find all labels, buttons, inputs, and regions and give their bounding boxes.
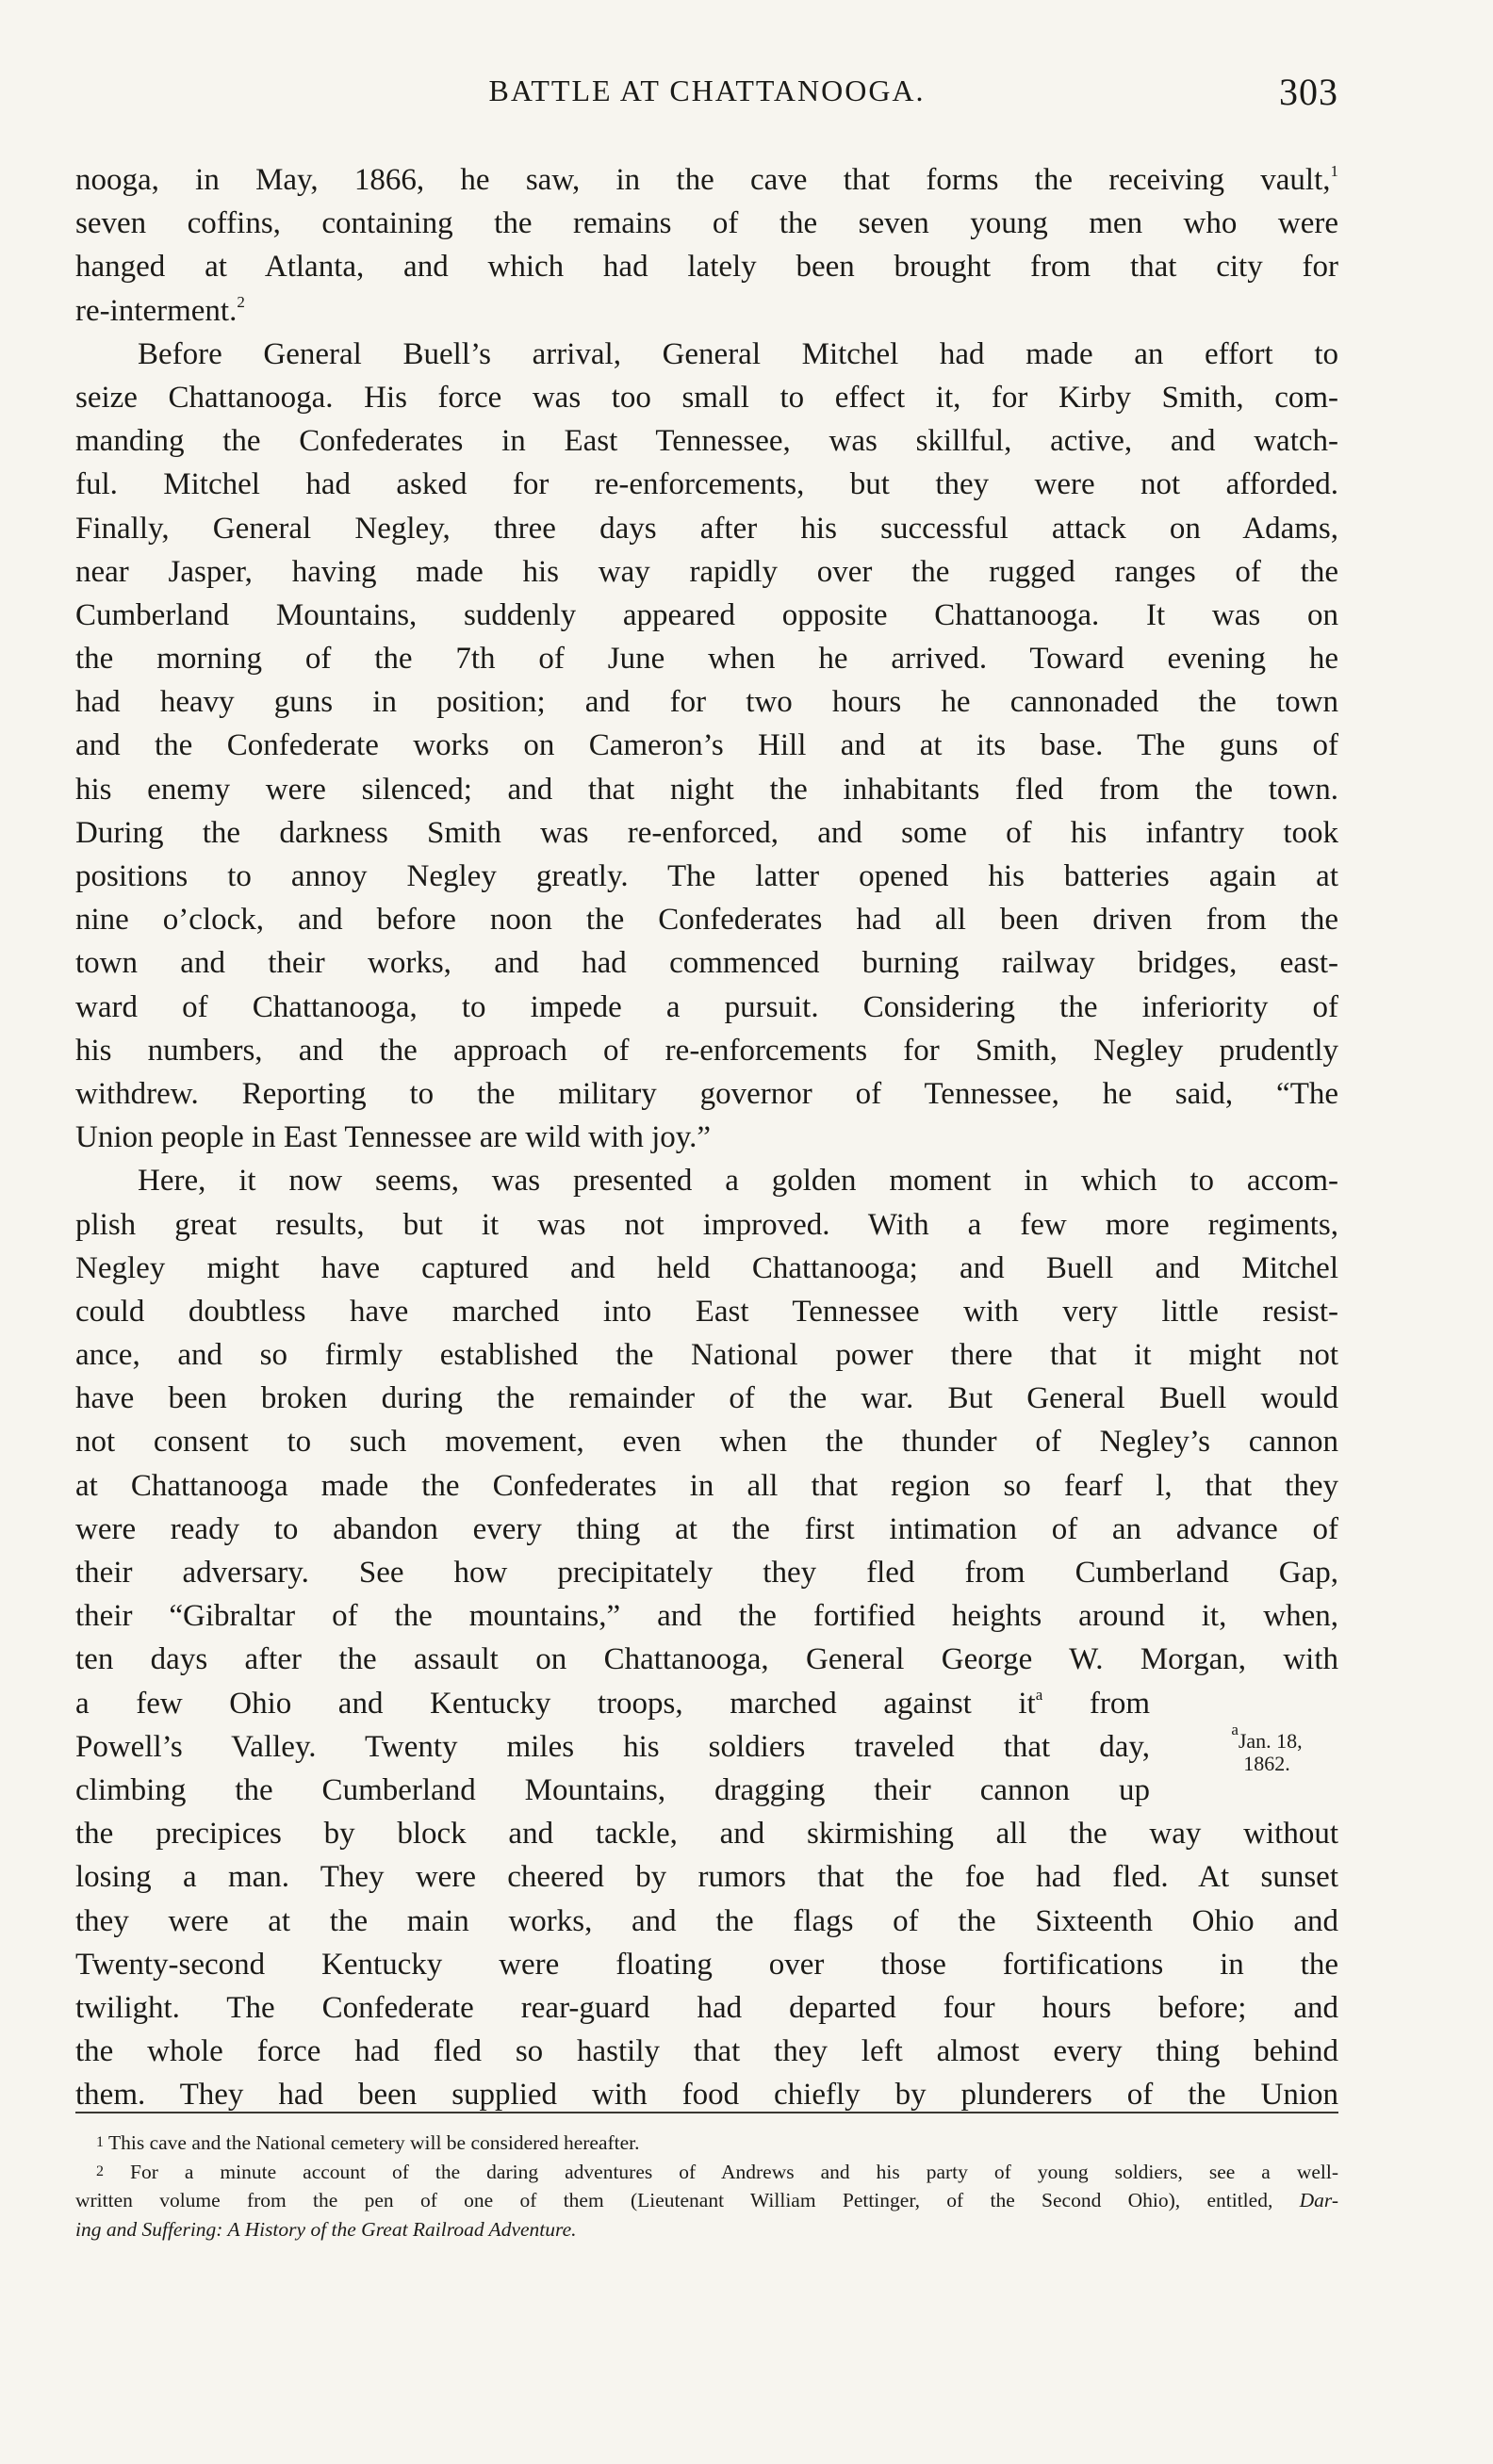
text-line: the precipices by block and tackle, and skirmishing all the way without — [75, 1817, 1338, 1852]
text-line: nine o’clock, and before noon the Confederates had all been driven from the — [75, 903, 1338, 938]
text-line: them. They had been supplied with food chiefly by plunderers of the Union — [75, 2078, 1338, 2113]
text-line: at Chattanooga made the Confederates in all that region so fearf l, that they — [75, 1468, 1338, 1503]
text-line: their “Gibraltar of the mountains,” and the fortified heights around it, when, — [75, 1599, 1338, 1634]
text-line: Union people in East Tennessee are wild with joy.” — [75, 1120, 712, 1155]
text-line: Powell’s Valley. Twenty miles his soldiers traveled that day, — [75, 1729, 1150, 1764]
text-line: near Jasper, having made his way rapidly over the rugged ranges of the — [75, 554, 1338, 589]
text-line: hanged at Atlanta, and which had lately been brought from that city for — [75, 250, 1338, 285]
text-line: not consent to such movement, even when the thunder of Negley’s cannon — [75, 1425, 1338, 1460]
body-text — [75, 158, 1338, 2116]
text-line: nooga, in May, 1866, he saw, in the cave that forms the receiving vault,$^1$ — [75, 162, 1338, 197]
text-line: Finally, General Negley, three days after his successful attack on Adams, — [75, 511, 1338, 546]
text-line: have been broken during the remainder of the war. But General Buell would — [75, 1381, 1338, 1416]
text-line: and the Confederate works on Cameron’s Hill and at its base. The guns of — [75, 728, 1338, 763]
page-header — [75, 73, 1338, 121]
text-line: Cumberland Mountains, suddenly appeared opposite Chattanooga. It was on — [75, 597, 1338, 632]
text-line: climbing the Cumberland Mountains, dragging their cannon up — [75, 1772, 1150, 1807]
text-line: the morning of the 7th of June when he arrived. Toward evening he — [75, 642, 1338, 677]
running-head: BATTLE AT CHATTANOOGA. — [488, 73, 926, 107]
text-line: Twenty-second Kentucky were floating over those fortifications in the — [75, 1947, 1338, 1982]
margin-note-line: 1862. — [1243, 1752, 1290, 1775]
text-line: manding the Confederates in East Tennessee, was skillful, active, and watch- — [75, 424, 1338, 459]
margin-date-note — [1191, 1721, 1342, 1775]
text-line: his numbers, and the approach of re-enforcements for Smith, Negley prudently — [75, 1033, 1338, 1068]
footnotes — [75, 2128, 1338, 2244]
text-line: plish great results, but it was not improved. With a few more regiments, — [75, 1207, 1338, 1242]
text-line: ten days after the assault on Chattanooga, General George W. Morgan, with — [75, 1642, 1338, 1677]
text-line: they were at the main works, and the flags of the Sixteenth Ohio and — [75, 1903, 1338, 1938]
text-line: During the darkness Smith was re-enforced, and some of his infantry took — [75, 815, 1338, 850]
text-line: seize Chattanooga. His force was too small to effect it, for Kirby Smith, com- — [75, 380, 1338, 415]
text-line: withdrew. Reporting to the military governor of Tennessee, he said, “The — [75, 1076, 1338, 1111]
paragraph-first-line: Before General Buell’s arrival, General Mitchel had made an effort to — [138, 336, 1338, 371]
text-line: positions to annoy Negley greatly. The latter opened his batteries again at — [75, 859, 1338, 893]
text-line: ance, and so firmly established the National power there that it might not — [75, 1338, 1338, 1373]
footnote-2: 2 For a minute account of the daring adventures of Andrews and his party of young soldiers, see a well- — [96, 2161, 1339, 2183]
footnote-2-line: ing and Suffering: A History of the Great Railroad Adventure. — [75, 2218, 577, 2241]
text-line: twilight. The Confederate rear-guard had departed four hours before; and — [75, 1990, 1338, 2025]
footnote-ref: 1 — [1330, 162, 1338, 180]
text-line: had heavy guns in position; and for two hours he cannonaded the town — [75, 685, 1338, 720]
text-line: their adversary. See how precipitately they fled from Cumberland Gap, — [75, 1556, 1338, 1590]
margin-note-line: $^a$Jan. 18, — [1231, 1721, 1303, 1753]
footnote-divider — [75, 2112, 1338, 2113]
text-line: seven coffins, containing the remains of the seven young men who were — [75, 206, 1338, 241]
paragraph-first-line: Here, it now seems, was presented a golden moment in which to accom- — [138, 1164, 1338, 1199]
text-line: a few Ohio and Kentucky troops, marched against $it^a$ from — [75, 1685, 1151, 1721]
text-line: could doubtless have marched into East Tennessee with very little resist- — [75, 1294, 1338, 1329]
text-line: the whole force had fled so hastily that they left almost every thing behind — [75, 2034, 1338, 2069]
footnote-ref: 2 — [237, 292, 245, 311]
page-number: 303 — [1279, 71, 1338, 113]
text-line: town and their works, and had commenced burning railway bridges, east- — [75, 946, 1338, 981]
text-line: ward of Chattanooga, to impede a pursuit. Considering the inferiority of — [75, 989, 1338, 1024]
footnote-2-line: written volume from the pen of one of them (Lieutenant William Pettinger, of the Second Ohio), entitled, Dar- — [75, 2189, 1338, 2211]
footnote-1: 1 This cave and the National cemetery will be considered hereafter. — [96, 2131, 640, 2154]
margin-note-marker: a — [1231, 1721, 1239, 1738]
text-line: re-interment.$^2$ — [75, 292, 245, 328]
text-line: ful. Mitchel had asked for re-enforcements, but they were not afforded. — [75, 467, 1338, 502]
text-line: Negley might have captured and held Chattanooga; and Buell and Mitchel — [75, 1250, 1338, 1285]
text-line: losing a man. They were cheered by rumors that the foe had fled. At sunset — [75, 1860, 1338, 1895]
text-line: his enemy were silenced; and that night the inhabitants fled from the town. — [75, 772, 1338, 807]
margin-note-ref: a — [1035, 1685, 1043, 1704]
text-line: were ready to abandon every thing at the first intimation of an advance of — [75, 1511, 1338, 1546]
